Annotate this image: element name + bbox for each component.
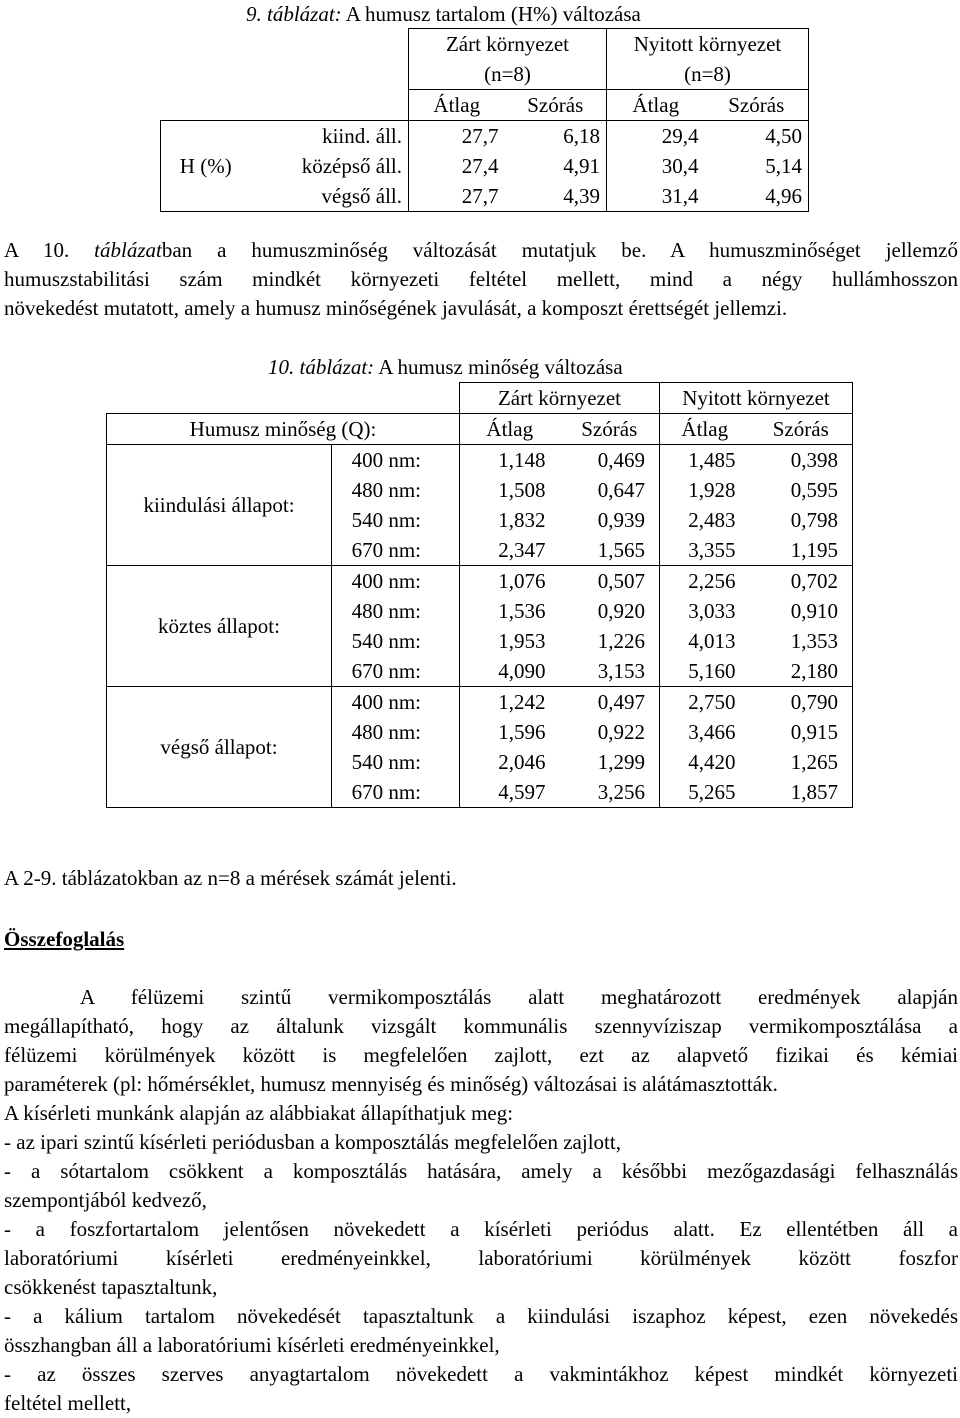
table-cell: 5,14: [705, 151, 809, 181]
table10-caption-label: 10. táblázat:: [268, 355, 375, 379]
table-cell: 2,483: [688, 508, 736, 532]
table-cell: 3,153: [560, 656, 660, 687]
table-cell: 1,953: [498, 629, 546, 653]
table10-wavelength: 540 nm:: [332, 747, 460, 777]
table9-caption-label: 9. táblázat:: [246, 2, 342, 26]
table9-row-label-cell: kiind. áll.: [251, 121, 409, 152]
table-cell: 30,4: [661, 154, 699, 178]
table-cell: 27,7: [461, 184, 499, 208]
table9-caption: [246, 0, 641, 28]
intro-prefix: A 10.: [4, 238, 95, 262]
table9-caption-text: A humusz tartalom (H%) változása: [341, 2, 641, 26]
table-cell: 0,798: [750, 505, 853, 535]
table9-col-header: Átlag: [607, 90, 705, 121]
table-cell: 4,91: [505, 151, 607, 181]
table10-header-label: Humusz minőség (Q):: [107, 414, 460, 445]
table-cell: 0,398: [750, 445, 853, 476]
table10-wavelength: 540 nm:: [332, 626, 460, 656]
table10-group2-header: Nyitott környezet: [660, 383, 853, 414]
table-cell: 0,939: [560, 505, 660, 535]
table9-group2-header: Nyitott környezet: [607, 29, 809, 60]
table-cell: 4,597: [460, 777, 560, 808]
summary-bullet-line: - a kálium tartalom növekedését tapasztaltunk a kiindulási iszaphoz képest, ezen növekedés: [4, 1304, 958, 1328]
summary-bullet-line: - a sótartalom csökkent a komposztálás hatására, amely a későbbi mezőgazdasági felhasználás: [4, 1159, 958, 1183]
table-cell: 6,18: [505, 121, 607, 152]
summary-paragraph: [4, 983, 958, 1418]
summary-line: A félüzemi szintű vermikomposztálás alatt meghatározott eredmények alapján: [80, 985, 958, 1009]
intro-line: ban a humuszminőség változását mutatjuk be. A humuszminőséget jellemző: [161, 238, 958, 262]
table-cell: 0,497: [560, 687, 660, 718]
table-row: [107, 445, 853, 476]
table-cell: 1,508: [498, 478, 546, 502]
table-row: [107, 566, 853, 597]
summary-line: paraméterek (pl: hőmérséklet, humusz mennyiség és minőség) változásai is alátámasztották.: [4, 1072, 778, 1096]
table-cell: 4,090: [498, 659, 546, 683]
table10-wavelength: 480 nm:: [332, 717, 460, 747]
intro-line: növekedést mutatott, amely a humusz minőségének javulását, a komposzt érettségét jellemzi.: [4, 296, 788, 320]
table9-group1-n: (n=8): [409, 59, 607, 90]
table9: [160, 28, 809, 212]
table-cell: 27,4: [461, 154, 499, 178]
table-cell: 4,50: [705, 121, 809, 152]
table9-row-label-cell: végső áll.: [251, 181, 409, 212]
table-cell: 2,750: [660, 687, 750, 718]
table-cell: 0,915: [750, 717, 853, 747]
table-cell: 5,160: [688, 659, 736, 683]
table-cell: 3,256: [560, 777, 660, 808]
table10-group1-header: Zárt környezet: [460, 383, 660, 414]
table10-caption: [268, 353, 623, 381]
summary-bullet-line: csökkenést tapasztaltunk,: [4, 1275, 218, 1299]
table10-wavelength: 480 nm:: [332, 475, 460, 505]
summary-bullet-line: - az ipari szintű kísérleti periódusban a komposztálás megfelelően zajlott,: [4, 1130, 621, 1154]
table-cell: 3,466: [688, 720, 736, 744]
table10-col-header: Szórás: [750, 414, 853, 445]
summary-bullet-line: - az összes szerves anyagtartalom növekedett a vakmintákhoz képest mindkét környezeti: [4, 1362, 958, 1386]
table-cell: 5,265: [660, 777, 750, 808]
table9-row-label-cell: középső áll.: [251, 151, 409, 181]
table-cell: 3,355: [688, 538, 736, 562]
summary-line: félüzemi körülmények között is megfelelően zajlott, ezt az alapvető fizikai és kémiai: [4, 1043, 958, 1067]
table-cell: 3,033: [688, 599, 736, 623]
table9-group1-header: Zárt környezet: [409, 29, 607, 60]
intro-paragraph: [4, 236, 958, 323]
table10-wavelength: 400 nm:: [332, 687, 460, 718]
summary-bullet-line: szempontjából kedvező,: [4, 1188, 207, 1212]
table10-col-header: Átlag: [460, 414, 560, 445]
table10-wavelength: 540 nm:: [332, 505, 460, 535]
table-cell: 1,928: [688, 478, 736, 502]
table10-wavelength: 670 nm:: [332, 656, 460, 687]
table10-col-header: Átlag: [660, 414, 750, 445]
table-note: A 2-9. táblázatokban az n=8 a mérések számát jelenti.: [4, 866, 457, 890]
table10: [106, 382, 853, 808]
table-cell: 0,702: [750, 566, 853, 597]
intro-line: humuszstabilitási szám mindkét környezeti feltétel mellett, mind a négy hullámhosszon: [4, 267, 958, 291]
table-cell: 1,148: [460, 445, 560, 476]
table-cell: 1,265: [750, 747, 853, 777]
table10-wavelength: 670 nm:: [332, 777, 460, 808]
summary-bullet-line: laboratóriumi kísérleti eredményeinkkel, laboratóriumi körülmények között foszfor: [4, 1246, 958, 1270]
table-cell: 1,565: [560, 535, 660, 566]
table-cell: 0,922: [560, 717, 660, 747]
table-cell: 1,857: [750, 777, 853, 808]
table10-wavelength: 480 nm:: [332, 596, 460, 626]
table-cell: 0,469: [560, 445, 660, 476]
table-cell: 2,046: [498, 750, 546, 774]
table-cell: 4,013: [688, 629, 736, 653]
table10-wavelength: 400 nm:: [332, 445, 460, 476]
table-cell: 2,347: [498, 538, 546, 562]
table-row: [107, 687, 853, 718]
table-cell: 1,226: [560, 626, 660, 656]
table-cell: 27,7: [461, 124, 499, 148]
table-cell: 0,647: [560, 475, 660, 505]
table-cell: 2,256: [660, 566, 750, 597]
table9-group2-n: (n=8): [607, 59, 809, 90]
table-cell: 4,420: [688, 750, 736, 774]
summary-heading: Összefoglalás: [4, 927, 125, 951]
summary-line: megállapítható, hogy az általunk vizsgált kommunális szennyvíziszap vermikomposztálása a: [4, 1014, 958, 1038]
table10-col-header: Szórás: [560, 414, 660, 445]
summary-bullet-list: [4, 1128, 958, 1418]
table-cell: 1,242: [460, 687, 560, 718]
table9-col-header: Átlag: [409, 90, 505, 121]
table-cell: 1,353: [750, 626, 853, 656]
table9-col-header: Szórás: [705, 90, 809, 121]
summary-lead: A kísérleti munkánk alapján az alábbiakat állapíthatjuk meg:: [4, 1101, 514, 1125]
summary-bullet-line: - a foszfortartalom jelentősen növekedett a kísérleti periódus alatt. Ez ellentétben áll a: [4, 1217, 958, 1241]
table-cell: 31,4: [661, 184, 699, 208]
table-cell: 1,485: [660, 445, 750, 476]
table-cell: 1,596: [498, 720, 546, 744]
table-cell: 1,536: [498, 599, 546, 623]
table10-group-label: végső állapot:: [107, 687, 332, 808]
table-cell: 1,299: [560, 747, 660, 777]
table-cell: 1,195: [750, 535, 853, 566]
table-cell: 1,832: [498, 508, 546, 532]
table-cell: 0,910: [750, 596, 853, 626]
table10-group-label: köztes állapot:: [107, 566, 332, 687]
table-cell: 29,4: [661, 124, 699, 148]
table-cell: 0,790: [750, 687, 853, 718]
intro-italic: táblázat: [94, 238, 162, 262]
table-cell: 4,39: [505, 181, 607, 212]
table-cell: 0,507: [560, 566, 660, 597]
table10-wavelength: 400 nm:: [332, 566, 460, 597]
table-cell: 4,96: [705, 181, 809, 212]
summary-bullet-line: összhangban áll a laboratóriumi kísérleti eredményeinkkel,: [4, 1333, 500, 1357]
table9-row-label: H (%): [161, 121, 251, 212]
table9-col-header: Szórás: [505, 90, 607, 121]
table-cell: 0,920: [560, 596, 660, 626]
table10-group-label: kiindulási állapot:: [107, 445, 332, 566]
summary-bullet-line: feltétel mellett,: [4, 1391, 132, 1415]
table-cell: 2,180: [750, 656, 853, 687]
table-cell: 1,076: [460, 566, 560, 597]
table10-caption-text: A humusz minőség változása: [374, 355, 623, 379]
table10-wavelength: 670 nm:: [332, 535, 460, 566]
table-cell: 0,595: [750, 475, 853, 505]
